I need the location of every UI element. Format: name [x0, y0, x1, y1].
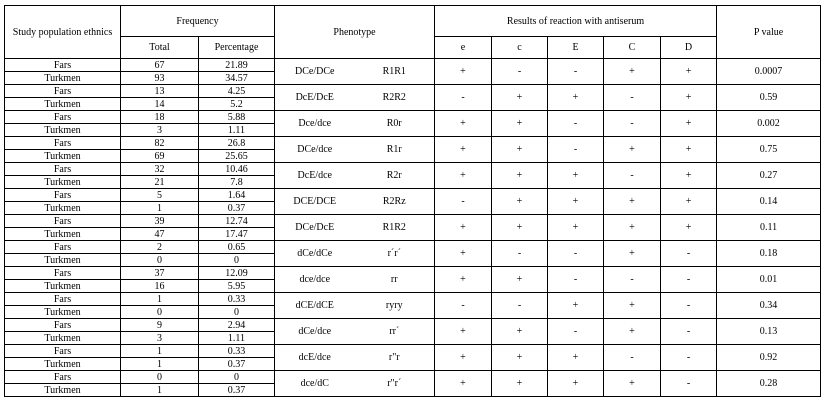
reaction-E-cell: + [548, 163, 604, 189]
total-cell: 47 [121, 228, 199, 241]
total-cell: 1 [121, 358, 199, 371]
reaction-E-cell: + [548, 215, 604, 241]
reaction-C-cell: - [604, 345, 661, 371]
ethnicity-cell: Turkmen [5, 150, 121, 163]
total-cell: 21 [121, 176, 199, 189]
percentage-cell: 7.8 [199, 176, 275, 189]
p-value-cell: 0.59 [717, 85, 821, 111]
ethnicity-cell: Turkmen [5, 306, 121, 319]
reaction-e-cell: + [435, 371, 492, 397]
header-antiserum-E: E [548, 37, 604, 59]
percentage-cell: 1.11 [199, 332, 275, 345]
reaction-c-cell: + [492, 267, 548, 293]
percentage-cell: 0.33 [199, 293, 275, 306]
header-p-value: P value [717, 6, 821, 59]
header-ethnics: Study population ethnics [5, 6, 121, 59]
ethnicity-cell: Turkmen [5, 176, 121, 189]
table-row [5, 267, 821, 280]
percentage-cell: 0.33 [199, 345, 275, 358]
ethnicity-cell: Fars [5, 267, 121, 280]
total-cell: 1 [121, 202, 199, 215]
genotype-cell: r´r´ [355, 241, 435, 267]
phenotype-frequency-table [4, 5, 821, 397]
table-row [5, 189, 821, 202]
genotype-cell: R2r [355, 163, 435, 189]
reaction-E-cell: - [548, 319, 604, 345]
genotype-cell: R1r [355, 137, 435, 163]
p-value-cell: 0.13 [717, 319, 821, 345]
reaction-e-cell: + [435, 137, 492, 163]
phenotype-cell: DCe/DcE [275, 215, 355, 241]
reaction-e-cell: - [435, 189, 492, 215]
total-cell: 0 [121, 371, 199, 384]
percentage-cell: 0 [199, 371, 275, 384]
reaction-E-cell: - [548, 111, 604, 137]
reaction-E-cell: + [548, 293, 604, 319]
header-phenotype: Phenotype [275, 6, 435, 59]
reaction-e-cell: + [435, 163, 492, 189]
reaction-E-cell: - [548, 137, 604, 163]
total-cell: 1 [121, 293, 199, 306]
genotype-cell: r"r´ [355, 371, 435, 397]
table-row [5, 241, 821, 254]
percentage-cell: 5.95 [199, 280, 275, 293]
total-cell: 5 [121, 189, 199, 202]
genotype-cell: R1R1 [355, 59, 435, 85]
percentage-cell: 12.09 [199, 267, 275, 280]
total-cell: 13 [121, 85, 199, 98]
header-total: Total [121, 37, 199, 59]
reaction-c-cell: + [492, 371, 548, 397]
total-cell: 3 [121, 332, 199, 345]
genotype-cell: ryry [355, 293, 435, 319]
percentage-cell: 26.8 [199, 137, 275, 150]
percentage-cell: 0.37 [199, 358, 275, 371]
reaction-c-cell: + [492, 319, 548, 345]
reaction-e-cell: + [435, 345, 492, 371]
p-value-cell: 0.002 [717, 111, 821, 137]
percentage-cell: 17.47 [199, 228, 275, 241]
reaction-e-cell: + [435, 267, 492, 293]
p-value-cell: 0.27 [717, 163, 821, 189]
header-antiserum-c: c [492, 37, 548, 59]
table-row [5, 163, 821, 176]
p-value-cell: 0.14 [717, 189, 821, 215]
table-row [5, 111, 821, 124]
reaction-e-cell: + [435, 59, 492, 85]
table-body [5, 59, 821, 397]
p-value-cell: 0.75 [717, 137, 821, 163]
ethnicity-cell: Turkmen [5, 384, 121, 397]
reaction-C-cell: - [604, 267, 661, 293]
reaction-C-cell: + [604, 319, 661, 345]
p-value-cell: 0.28 [717, 371, 821, 397]
total-cell: 0 [121, 254, 199, 267]
phenotype-cell: DcE/DcE [275, 85, 355, 111]
total-cell: 14 [121, 98, 199, 111]
ethnicity-cell: Fars [5, 319, 121, 332]
header-antiserum-D: D [661, 37, 717, 59]
percentage-cell: 2.94 [199, 319, 275, 332]
genotype-cell: R1R2 [355, 215, 435, 241]
ethnicity-cell: Fars [5, 215, 121, 228]
ethnicity-cell: Fars [5, 345, 121, 358]
reaction-D-cell: + [661, 189, 717, 215]
phenotype-cell: dce/dC [275, 371, 355, 397]
ethnicity-cell: Fars [5, 241, 121, 254]
reaction-C-cell: + [604, 215, 661, 241]
table-row [5, 59, 821, 72]
phenotype-cell: DcE/dce [275, 163, 355, 189]
table-row [5, 345, 821, 358]
ethnicity-cell: Turkmen [5, 98, 121, 111]
reaction-E-cell: + [548, 371, 604, 397]
genotype-cell: r"r [355, 345, 435, 371]
reaction-e-cell: - [435, 293, 492, 319]
reaction-e-cell: - [435, 85, 492, 111]
p-value-cell: 0.92 [717, 345, 821, 371]
reaction-C-cell: + [604, 371, 661, 397]
percentage-cell: 12.74 [199, 215, 275, 228]
reaction-C-cell: + [604, 59, 661, 85]
reaction-D-cell: + [661, 111, 717, 137]
table-row [5, 137, 821, 150]
table-row [5, 293, 821, 306]
phenotype-cell: dCe/dce [275, 319, 355, 345]
reaction-c-cell: + [492, 189, 548, 215]
percentage-cell: 34.57 [199, 72, 275, 85]
reaction-D-cell: + [661, 85, 717, 111]
header-antiserum-e: e [435, 37, 492, 59]
reaction-D-cell: - [661, 345, 717, 371]
reaction-C-cell: - [604, 85, 661, 111]
reaction-C-cell: + [604, 137, 661, 163]
total-cell: 3 [121, 124, 199, 137]
total-cell: 37 [121, 267, 199, 280]
ethnicity-cell: Fars [5, 111, 121, 124]
reaction-c-cell: - [492, 59, 548, 85]
phenotype-cell: DCE/DCE [275, 189, 355, 215]
reaction-E-cell: - [548, 241, 604, 267]
reaction-c-cell: - [492, 241, 548, 267]
p-value-cell: 0.34 [717, 293, 821, 319]
ethnicity-cell: Fars [5, 293, 121, 306]
ethnicity-cell: Fars [5, 137, 121, 150]
percentage-cell: 5.2 [199, 98, 275, 111]
genotype-cell: R0r [355, 111, 435, 137]
percentage-cell: 0.65 [199, 241, 275, 254]
reaction-D-cell: + [661, 215, 717, 241]
total-cell: 9 [121, 319, 199, 332]
total-cell: 93 [121, 72, 199, 85]
reaction-E-cell: + [548, 85, 604, 111]
percentage-cell: 0 [199, 254, 275, 267]
reaction-D-cell: - [661, 267, 717, 293]
reaction-C-cell: + [604, 293, 661, 319]
table-row [5, 215, 821, 228]
reaction-E-cell: - [548, 59, 604, 85]
p-value-cell: 0.18 [717, 241, 821, 267]
percentage-cell: 0 [199, 306, 275, 319]
total-cell: 32 [121, 163, 199, 176]
total-cell: 39 [121, 215, 199, 228]
reaction-c-cell: + [492, 163, 548, 189]
ethnicity-cell: Turkmen [5, 358, 121, 371]
ethnicity-cell: Turkmen [5, 332, 121, 345]
percentage-cell: 0.37 [199, 384, 275, 397]
header-frequency: Frequency [121, 6, 275, 37]
total-cell: 82 [121, 137, 199, 150]
reaction-e-cell: + [435, 215, 492, 241]
total-cell: 0 [121, 306, 199, 319]
ethnicity-cell: Fars [5, 371, 121, 384]
phenotype-cell: dCE/dCE [275, 293, 355, 319]
reaction-E-cell: + [548, 189, 604, 215]
p-value-cell: 0.0007 [717, 59, 821, 85]
percentage-cell: 4.25 [199, 85, 275, 98]
percentage-cell: 5.88 [199, 111, 275, 124]
phenotype-cell: dCe/dCe [275, 241, 355, 267]
reaction-C-cell: - [604, 163, 661, 189]
genotype-cell: rr´ [355, 319, 435, 345]
reaction-D-cell: - [661, 371, 717, 397]
total-cell: 16 [121, 280, 199, 293]
table-row [5, 85, 821, 98]
genotype-cell: R2R2 [355, 85, 435, 111]
reaction-c-cell: + [492, 137, 548, 163]
reaction-D-cell: - [661, 241, 717, 267]
ethnicity-cell: Turkmen [5, 72, 121, 85]
reaction-C-cell: + [604, 189, 661, 215]
header-reaction: Results of reaction with antiserum [435, 6, 717, 37]
p-value-cell: 0.11 [717, 215, 821, 241]
phenotype-cell: DCe/DCe [275, 59, 355, 85]
ethnicity-cell: Turkmen [5, 228, 121, 241]
reaction-c-cell: + [492, 345, 548, 371]
reaction-c-cell: + [492, 111, 548, 137]
ethnicity-cell: Fars [5, 189, 121, 202]
percentage-cell: 0.37 [199, 202, 275, 215]
header-percentage: Percentage [199, 37, 275, 59]
total-cell: 1 [121, 384, 199, 397]
phenotype-cell: dcE/dce [275, 345, 355, 371]
reaction-D-cell: + [661, 137, 717, 163]
ethnicity-cell: Fars [5, 85, 121, 98]
reaction-c-cell: + [492, 85, 548, 111]
reaction-C-cell: + [604, 241, 661, 267]
reaction-E-cell: + [548, 345, 604, 371]
reaction-e-cell: + [435, 241, 492, 267]
total-cell: 18 [121, 111, 199, 124]
reaction-c-cell: - [492, 293, 548, 319]
reaction-D-cell: - [661, 293, 717, 319]
ethnicity-cell: Turkmen [5, 202, 121, 215]
total-cell: 1 [121, 345, 199, 358]
p-value-cell: 0.01 [717, 267, 821, 293]
percentage-cell: 21.89 [199, 59, 275, 72]
reaction-E-cell: - [548, 267, 604, 293]
reaction-D-cell: + [661, 59, 717, 85]
reaction-e-cell: + [435, 319, 492, 345]
genotype-cell: R2Rz [355, 189, 435, 215]
table-row [5, 319, 821, 332]
header-antiserum-C: C [604, 37, 661, 59]
total-cell: 67 [121, 59, 199, 72]
ethnicity-cell: Turkmen [5, 280, 121, 293]
reaction-c-cell: + [492, 215, 548, 241]
phenotype-cell: Dce/dce [275, 111, 355, 137]
genotype-cell: rr [355, 267, 435, 293]
percentage-cell: 1.64 [199, 189, 275, 202]
percentage-cell: 25.65 [199, 150, 275, 163]
reaction-D-cell: - [661, 319, 717, 345]
table-row [5, 371, 821, 384]
ethnicity-cell: Turkmen [5, 124, 121, 137]
reaction-e-cell: + [435, 111, 492, 137]
ethnicity-cell: Turkmen [5, 254, 121, 267]
phenotype-cell: DCe/dce [275, 137, 355, 163]
percentage-cell: 10.46 [199, 163, 275, 176]
total-cell: 2 [121, 241, 199, 254]
reaction-C-cell: - [604, 111, 661, 137]
percentage-cell: 1.11 [199, 124, 275, 137]
ethnicity-cell: Fars [5, 163, 121, 176]
ethnicity-cell: Fars [5, 59, 121, 72]
total-cell: 69 [121, 150, 199, 163]
reaction-D-cell: + [661, 163, 717, 189]
phenotype-cell: dce/dce [275, 267, 355, 293]
